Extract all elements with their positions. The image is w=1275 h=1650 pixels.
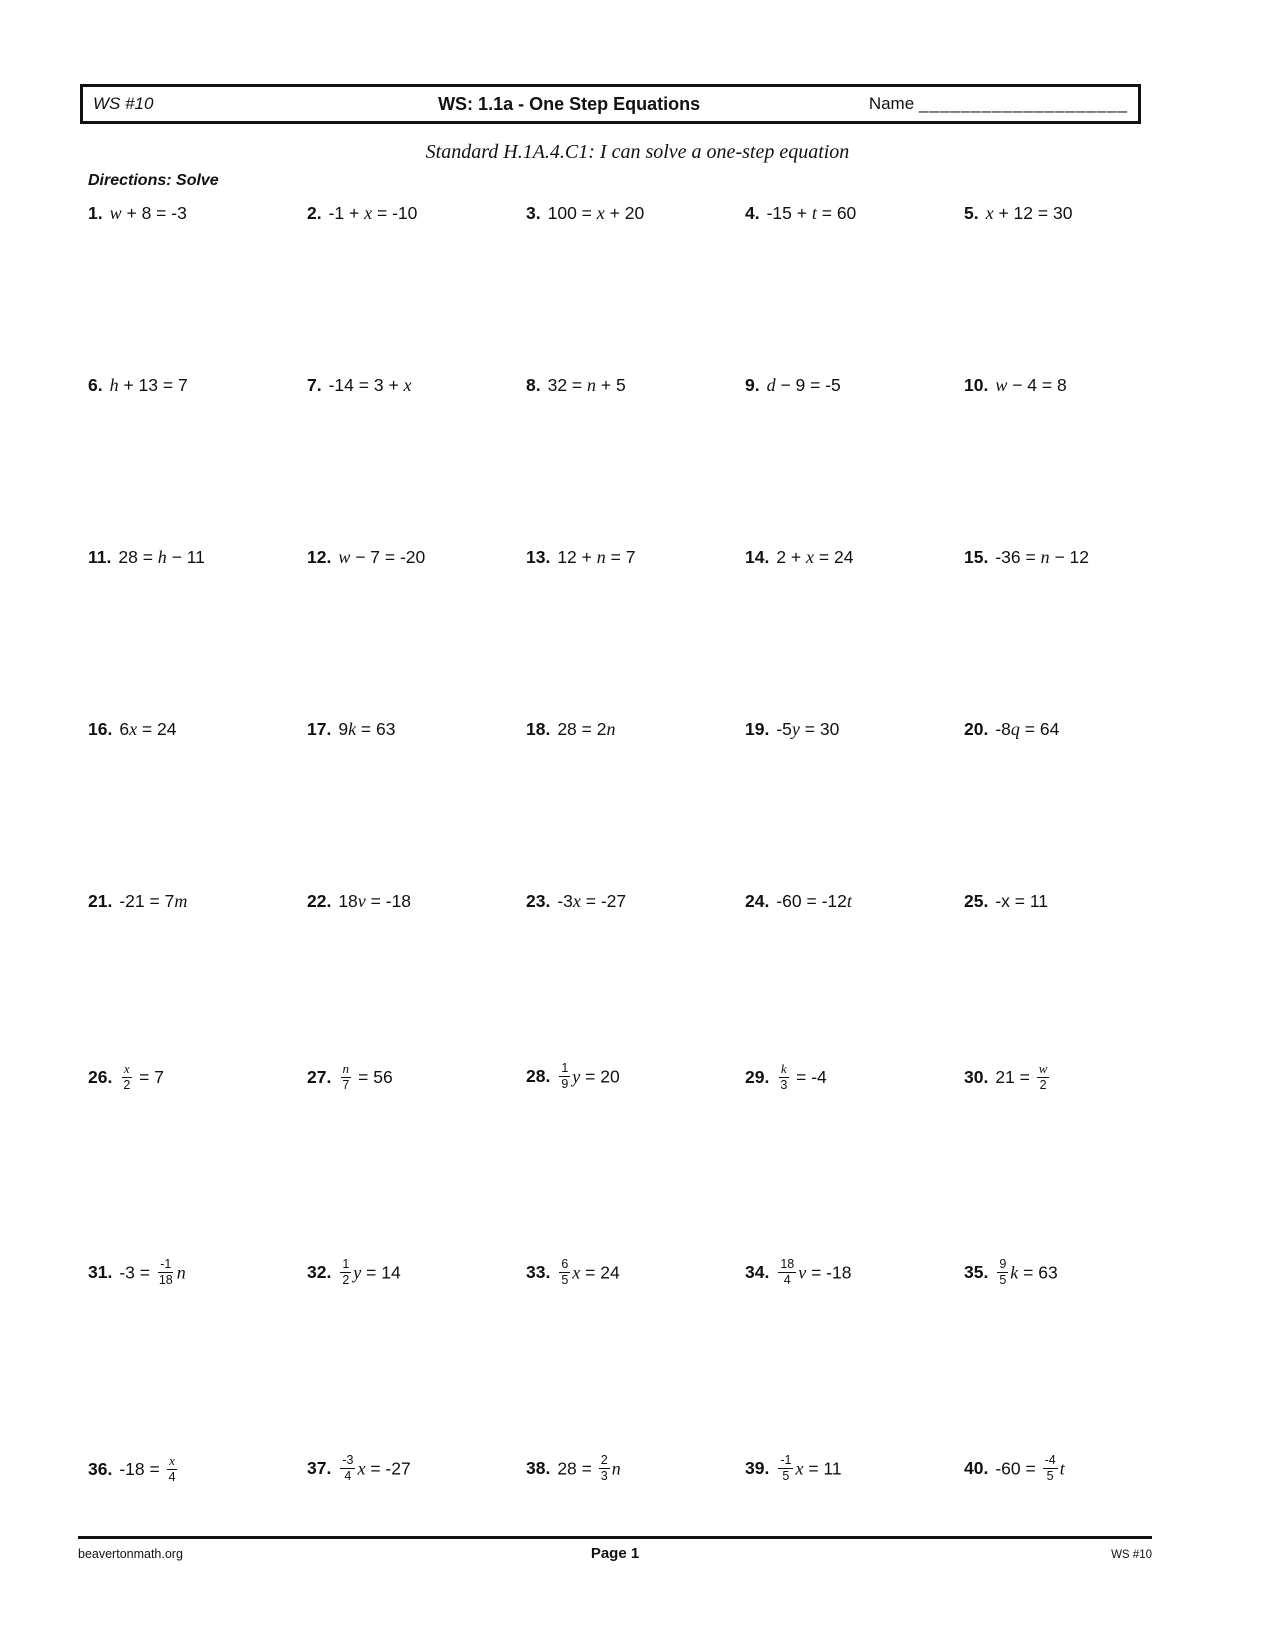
problem: 15. -36 = n − 12	[964, 547, 1089, 567]
header-box	[80, 84, 1141, 124]
problem: 40. -60 = $\frac{-4}{5}$ t	[964, 1453, 1065, 1484]
problem-number: 38.	[526, 1458, 551, 1479]
problem: 19. -5y = 30	[745, 719, 840, 739]
problem: 17. 9k = 63	[307, 719, 396, 739]
problem-number: 33.	[526, 1262, 551, 1283]
fraction: $\frac{1}{9}$	[561, 1061, 569, 1092]
fraction: $\frac{2}{3}$	[600, 1453, 608, 1484]
variable: x	[572, 891, 581, 911]
problem-number: 25.	[964, 891, 989, 911]
problem-number: 3.	[526, 203, 541, 223]
problem: 11. 28 = h − 11	[88, 547, 205, 567]
fraction: $\frac{-1}{5}$	[780, 1453, 792, 1484]
problem: 35. $\frac{9}{5}$ k = 63	[964, 1257, 1058, 1288]
problem-number: 39.	[745, 1458, 770, 1479]
problem: 10. w − 4 = 8	[964, 375, 1067, 395]
name-label: Name	[868, 94, 915, 113]
variable: h	[157, 547, 167, 567]
problems-grid	[88, 203, 1183, 1650]
problem: 20. -8q = 64	[964, 719, 1060, 739]
problem-number: 29.	[745, 1066, 770, 1087]
problem: 27. $\frac{n}{7}$ = 56	[307, 1061, 393, 1093]
variable: x	[364, 203, 373, 223]
variable: n	[596, 547, 606, 567]
problem-number: 6.	[88, 375, 103, 395]
problem-number: 30.	[964, 1066, 989, 1087]
worksheet-title: WS: 1.1a - One Step Equations	[438, 93, 701, 114]
problem-number: 21.	[88, 891, 113, 911]
problem-row	[88, 891, 1183, 1063]
variable: q	[1010, 719, 1020, 739]
problem: 26. $\frac{x}{2}$ = 7	[88, 1061, 164, 1093]
problem-number: 4.	[745, 203, 760, 223]
variable: n	[606, 719, 616, 739]
problem: 6. h + 13 = 7	[88, 375, 188, 395]
standard-subtitle: Standard H.1A.4.C1: I can solve a one-step equation	[425, 141, 850, 163]
problem-number: 14.	[745, 547, 770, 567]
problem-number: 22.	[307, 891, 332, 911]
problem: 23. -3x = -27	[526, 891, 627, 911]
variable: x	[129, 719, 138, 739]
problem-number: 32.	[307, 1262, 332, 1283]
variable: n	[176, 1262, 186, 1283]
variable: v	[798, 1262, 807, 1283]
problem-number: 1.	[88, 203, 103, 223]
problem: 12. w − 7 = -20	[307, 547, 426, 567]
problem-number: 13.	[526, 547, 551, 567]
variable: d	[766, 375, 776, 395]
problem-number: 20.	[964, 719, 989, 739]
problem: 13. 12 + n = 7	[526, 547, 636, 567]
problem: 25. -x = 11	[964, 891, 1049, 911]
directions-label: Directions: Solve	[88, 172, 219, 189]
problem-number: 28.	[526, 1066, 551, 1087]
footer-page-number: Page 1	[590, 1545, 640, 1562]
variable: x	[403, 375, 412, 395]
problem-row	[88, 547, 1183, 719]
problem-row	[88, 1259, 1183, 1455]
footer-site: beavertonmath.org	[78, 1547, 183, 1561]
variable: t	[846, 891, 852, 911]
problem: 31. -3 = $\frac{-1}{18}$ n	[88, 1257, 186, 1288]
problem: 18. 28 = 2n	[526, 719, 616, 739]
problem-number: 7.	[307, 375, 322, 395]
fraction: $\frac{n}{7}$	[342, 1061, 350, 1093]
variable: m	[174, 891, 188, 911]
problem: 14. 2 + x = 24	[745, 547, 854, 567]
problem: 37. $\frac{-3}{4}$ x = -27	[307, 1453, 411, 1484]
fraction: $\frac{x}{4}$	[168, 1453, 176, 1485]
variable: k	[1010, 1262, 1019, 1283]
page-footer	[78, 1536, 1152, 1562]
problem: 1. w + 8 = -3	[88, 203, 187, 223]
fraction: $\frac{-4}{5}$	[1044, 1453, 1056, 1484]
variable: y	[791, 719, 800, 739]
variable: k	[348, 719, 357, 739]
problem: 2. -1 + x = -10	[307, 203, 418, 223]
problem: 33. $\frac{6}{5}$ x = 24	[526, 1257, 620, 1288]
variable: x	[795, 1458, 804, 1479]
problem-number: 36.	[88, 1458, 113, 1479]
fraction: $\frac{x}{2}$	[123, 1061, 131, 1093]
fraction: $\frac{9}{5}$	[999, 1257, 1007, 1288]
problem: 24. -60 = -12t	[745, 891, 852, 911]
problem: 29. $\frac{k}{3}$ = -4	[745, 1061, 827, 1093]
problem-number: 10.	[964, 375, 989, 395]
problem: 9. d − 9 = -5	[745, 375, 841, 395]
problem: 36. -18 = $\frac{x}{4}$	[88, 1453, 176, 1485]
problem-number: 35.	[964, 1262, 989, 1283]
problem-number: 2.	[307, 203, 322, 223]
variable: v	[357, 891, 366, 911]
fraction: $\frac{6}{5}$	[561, 1257, 569, 1288]
problem-number: 12.	[307, 547, 332, 567]
problem-number: 18.	[526, 719, 551, 739]
problem-number: 34.	[745, 1262, 770, 1283]
variable: y	[572, 1066, 581, 1087]
problem: 34. $\frac{18}{4}$ v = -18	[745, 1257, 852, 1288]
variable: t	[811, 203, 817, 223]
problem: 8. 32 = n + 5	[526, 375, 626, 395]
variable: w	[995, 375, 1008, 395]
variable: w	[338, 547, 351, 567]
name-field	[818, 94, 1129, 114]
problem: 30. 21 = $\frac{w}{2}$	[964, 1061, 1048, 1093]
variable: x	[985, 203, 994, 223]
variable: n	[1040, 547, 1050, 567]
variable: t	[1059, 1458, 1065, 1479]
problem-number: 27.	[307, 1066, 332, 1087]
problem: 38. 28 = $\frac{2}{3}$ n	[526, 1453, 621, 1484]
problem-number: 5.	[964, 203, 979, 223]
fraction: $\frac{w}{2}$	[1038, 1061, 1048, 1093]
footer-ws-number: WS #10	[1111, 1549, 1152, 1561]
problem-number: 16.	[88, 719, 113, 739]
problem-number: 31.	[88, 1262, 113, 1283]
problem-number: 11.	[88, 547, 112, 567]
problem: 3. 100 = x + 20	[526, 203, 645, 223]
variable: x	[572, 1262, 581, 1283]
fraction: $\frac{k}{3}$	[780, 1061, 788, 1093]
problem-number: 19.	[745, 719, 770, 739]
problem: 7. -14 = 3 + x	[307, 375, 412, 395]
problem-row	[88, 719, 1183, 891]
problem-number: 37.	[307, 1458, 332, 1479]
problem-number: 8.	[526, 375, 541, 395]
variable: n	[587, 375, 597, 395]
problem-row	[88, 203, 1183, 375]
fraction: $\frac{-3}{4}$	[342, 1453, 354, 1484]
fraction: $\frac{1}{2}$	[342, 1257, 350, 1288]
variable: y	[353, 1262, 362, 1283]
problem: 32. $\frac{1}{2}$ y = 14	[307, 1257, 401, 1288]
problem: 28. $\frac{1}{9}$ y = 20	[526, 1061, 620, 1092]
problem: 4. -15 + t = 60	[745, 203, 857, 223]
problem-number: 40.	[964, 1458, 989, 1479]
fraction: $\frac{18}{4}$	[780, 1257, 795, 1288]
problem: 21. -21 = 7m	[88, 891, 188, 911]
fraction: $\frac{-1}{18}$	[158, 1257, 173, 1288]
problem-number: 24.	[745, 891, 770, 911]
problem-row	[88, 1063, 1183, 1259]
problem-number: 26.	[88, 1066, 113, 1087]
variable: n	[611, 1458, 621, 1479]
problem: 22. 18v = -18	[307, 891, 412, 911]
problem-number: 15.	[964, 547, 989, 567]
ws-number-label: WS #10	[93, 94, 154, 113]
name-blank-line: ____________________	[918, 94, 1128, 113]
problem-number: 9.	[745, 375, 760, 395]
problem-number: 17.	[307, 719, 332, 739]
variable: w	[109, 203, 122, 223]
problem-row	[88, 375, 1183, 547]
variable: h	[109, 375, 119, 395]
variable: x	[806, 547, 815, 567]
variable: x	[596, 203, 605, 223]
problem-number: 23.	[526, 891, 551, 911]
variable: x	[357, 1458, 366, 1479]
problem: 16. 6x = 24	[88, 719, 177, 739]
problem: 5. x + 12 = 30	[964, 203, 1073, 223]
problem: 39. $\frac{-1}{5}$ x = 11	[745, 1453, 842, 1484]
